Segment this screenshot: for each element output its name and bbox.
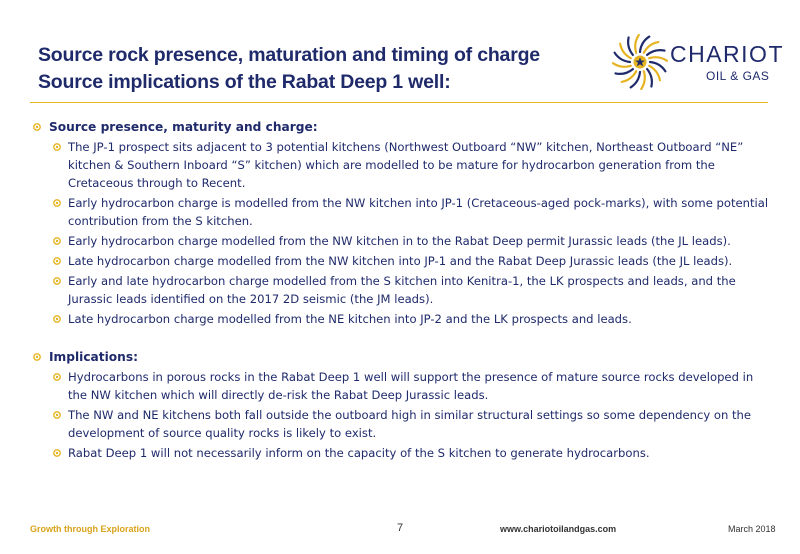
list-item (52, 272, 770, 308)
title-line-2: Source implications of the Rabat Deep 1 well: (38, 71, 451, 93)
sun-bullet-icon (52, 256, 62, 266)
list-item (52, 194, 770, 230)
bullet-list (30, 138, 770, 328)
section-heading (30, 348, 770, 366)
list-item (52, 232, 770, 250)
logo-name: CHARIOT (670, 41, 784, 67)
section-implications (30, 348, 770, 462)
list-item-text: Rabat Deep 1 will not necessarily inform on the capacity of the S kitchen to generate hydrocarbons. (68, 446, 650, 460)
logo-subtitle: OIL & GAS (706, 69, 770, 83)
list-item-text: Early hydrocarbon charge modelled from the NW kitchen in to the Rabat Deep permit Jurassic leads (the JL leads). (68, 234, 731, 248)
sun-bullet-icon (52, 410, 62, 420)
section-heading-text: Source presence, maturity and charge: (49, 120, 318, 134)
page-number: 7 (397, 522, 404, 534)
sun-bullet-icon (52, 314, 62, 324)
list-item (52, 310, 770, 328)
sun-bullet-icon (32, 352, 42, 362)
slide-title (38, 42, 558, 96)
list-item-text: The NW and NE kitchens both fall outside the outboard high in similar structural settings so some dependency on the development of source quality rocks is likely to exist. (68, 408, 752, 440)
chariot-sun-logo-icon (610, 32, 670, 92)
list-item-text: The JP-1 prospect sits adjacent to 3 potential kitchens (Northwest Outboard “NW” kitchen, Northeast Outboard “NE” kitchen & Southern Inboard “S” kitchen) which are modelled to be mature for hydrocarbon generation from the Cretaceous through to Recent. (68, 140, 744, 190)
sun-bullet-icon (52, 276, 62, 286)
sun-bullet-icon (32, 122, 42, 132)
title-line-1: Source rock presence, maturation and timing of charge (38, 44, 540, 66)
slide-content (30, 118, 770, 482)
list-item (52, 406, 770, 442)
section-heading (30, 118, 770, 136)
list-item-text: Hydrocarbons in porous rocks in the Rabat Deep 1 well will support the presence of mature source rocks developed in the NW kitchen which will directly de-risk the Rabat Deep Jurassic leads. (68, 370, 754, 402)
section-source-presence (30, 118, 770, 328)
footer-tagline: Growth through Exploration (30, 524, 150, 534)
sun-bullet-icon (52, 236, 62, 246)
title-divider (30, 102, 768, 103)
sun-bullet-icon (52, 372, 62, 382)
list-item (52, 138, 770, 192)
list-item-text: Early and late hydrocarbon charge modelled from the S kitchen into Kenitra-1, the LK prospects and leads, and the Jurassic leads identified on the 2017 2D seismic (the JM leads). (68, 274, 736, 306)
footer-url: www.chariotoilandgas.com (500, 524, 617, 534)
list-item-text: Late hydrocarbon charge modelled from the NE kitchen into JP-2 and the LK prospects and leads. (68, 312, 632, 326)
slide-footer (0, 518, 800, 548)
sun-bullet-icon (52, 198, 62, 208)
sun-bullet-icon (52, 142, 62, 152)
footer-date: March 2018 (728, 524, 776, 534)
sun-bullet-icon (52, 448, 62, 458)
bullet-list (30, 368, 770, 462)
section-heading-text: Implications: (49, 350, 138, 364)
list-item-text: Early hydrocarbon charge is modelled from the NW kitchen into JP-1 (Cretaceous-aged pock-marks), with some potential contribution from the S kitchen. (68, 196, 769, 228)
list-item (52, 444, 770, 462)
list-item (52, 252, 770, 270)
list-item (52, 368, 770, 404)
list-item-text: Late hydrocarbon charge modelled from the NW kitchen into JP-1 and the Rabat Deep Jurassic leads (the JL leads). (68, 254, 733, 268)
company-logo (610, 32, 784, 92)
